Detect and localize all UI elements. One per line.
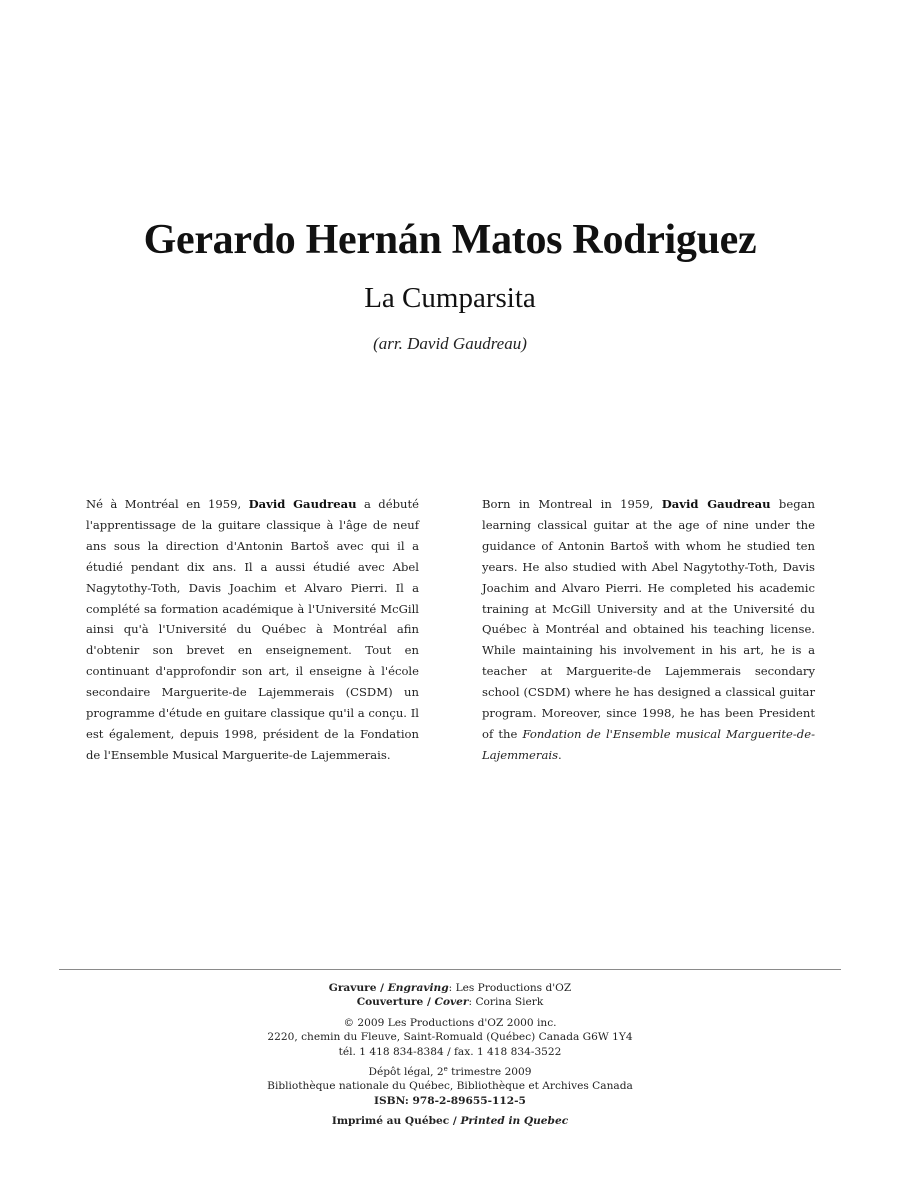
copyright-line: © 2009 Les Productions d'OZ 2000 inc.: [343, 1016, 557, 1029]
isbn-line: [0, 1094, 900, 1108]
isbn: ISBN: 978-2-89655-112-5: [374, 1094, 526, 1107]
printed-in-line: [0, 1114, 900, 1128]
cover-label-en: Cover: [434, 996, 469, 1009]
footer-divider: [59, 969, 841, 970]
bio-fr-name: David Gaudreau: [248, 497, 357, 511]
engraving-value: : Les Productions d'OZ: [448, 982, 572, 994]
biography-french-paragraph: [86, 494, 419, 766]
engraving-credit: [0, 981, 900, 995]
engraving-label-en: Engraving: [387, 982, 449, 994]
arranger-credit: (arr. David Gaudreau): [373, 334, 527, 353]
legal-deposit-prefix: Dépôt légal, 2: [368, 1066, 444, 1079]
legal-deposit-ordinal: e: [443, 1065, 448, 1074]
bio-fr-intro: Né à Montréal en 1959,: [86, 497, 249, 511]
publication-credits: [0, 981, 900, 1129]
composer-name: Gerardo Hernán Matos Rodriguez: [143, 217, 757, 263]
engraving-label-fr: Gravure /: [328, 982, 388, 994]
cover-credit: [0, 995, 900, 1009]
bio-en-foundation: Fondation de l'Ensemble musical Marguerite-de-Lajemmerais: [482, 726, 815, 762]
biography-english-paragraph: [482, 494, 815, 766]
publisher-address: 2220, chemin du Fleuve, Saint-Romuald (Québec) Canada G6W 1Y4: [267, 1031, 633, 1044]
bio-en-end: .: [558, 747, 562, 762]
printed-in-en: Printed in Quebec: [460, 1115, 569, 1128]
biography-french: [86, 494, 419, 766]
bio-en-intro: Born in Montreal in 1959,: [482, 497, 662, 511]
bio-en-name: David Gaudreau: [661, 497, 771, 511]
piece-title: La Cumparsita: [364, 282, 536, 314]
cover-label-fr: Couverture /: [356, 996, 435, 1009]
printed-in-fr: Imprimé au Québec /: [331, 1115, 461, 1128]
libraries-line: Bibliothèque nationale du Québec, Bibliothèque et Archives Canada: [267, 1080, 633, 1093]
legal-deposit-suffix: trimestre 2009: [447, 1066, 532, 1079]
bio-fr-body: a débuté l'apprentissage de la guitare classique à l'âge de neuf ans sous la direction d'Antonin Bartoš avec qui il a étudié pendant dix ans. Il a aussi étudié avec Abel Nagytothy-Toth, Davis Joachim et Alvaro Pierri. Il a complété sa formation académique à l'Université McGill ainsi qu'à l'Université du Québec à Montréal afin d'obtenir son brevet en enseignement. Tout en continuant d'approfondir son art, il enseigne à l'école secondaire Marguerite-de Lajemmerais (CSDM) un programme d'étude en guitare classique qu'il a conçu. Il est également, depuis 1998, président de la Fondation de l'Ensemble Musical Marguerite-de Lajemmerais.: [86, 497, 419, 762]
biography-english: [482, 494, 815, 766]
publisher-phone: tél. 1 418 834-8384 / fax. 1 418 834-3522: [338, 1045, 562, 1058]
bio-en-body: began learning classical guitar at the age of nine under the guidance of Antonin Bartoš with whom he studied ten years. He also studied with Abel Nagytothy-Toth, Davis Joachim and Alvaro Pierri. He completed his academic training at McGill University and at the Université du Québec à Montréal and obtained his teaching license. While maintaining his involvement in his art, he is a teacher at Marguerite-de Lajemmerais secondary school (CSDM) where he has designed a classical guitar program. Moreover, since 1998, he has been President of the: [482, 497, 815, 741]
legal-deposit: [0, 1065, 900, 1079]
cover-value: : Corina Sierk: [468, 996, 544, 1009]
